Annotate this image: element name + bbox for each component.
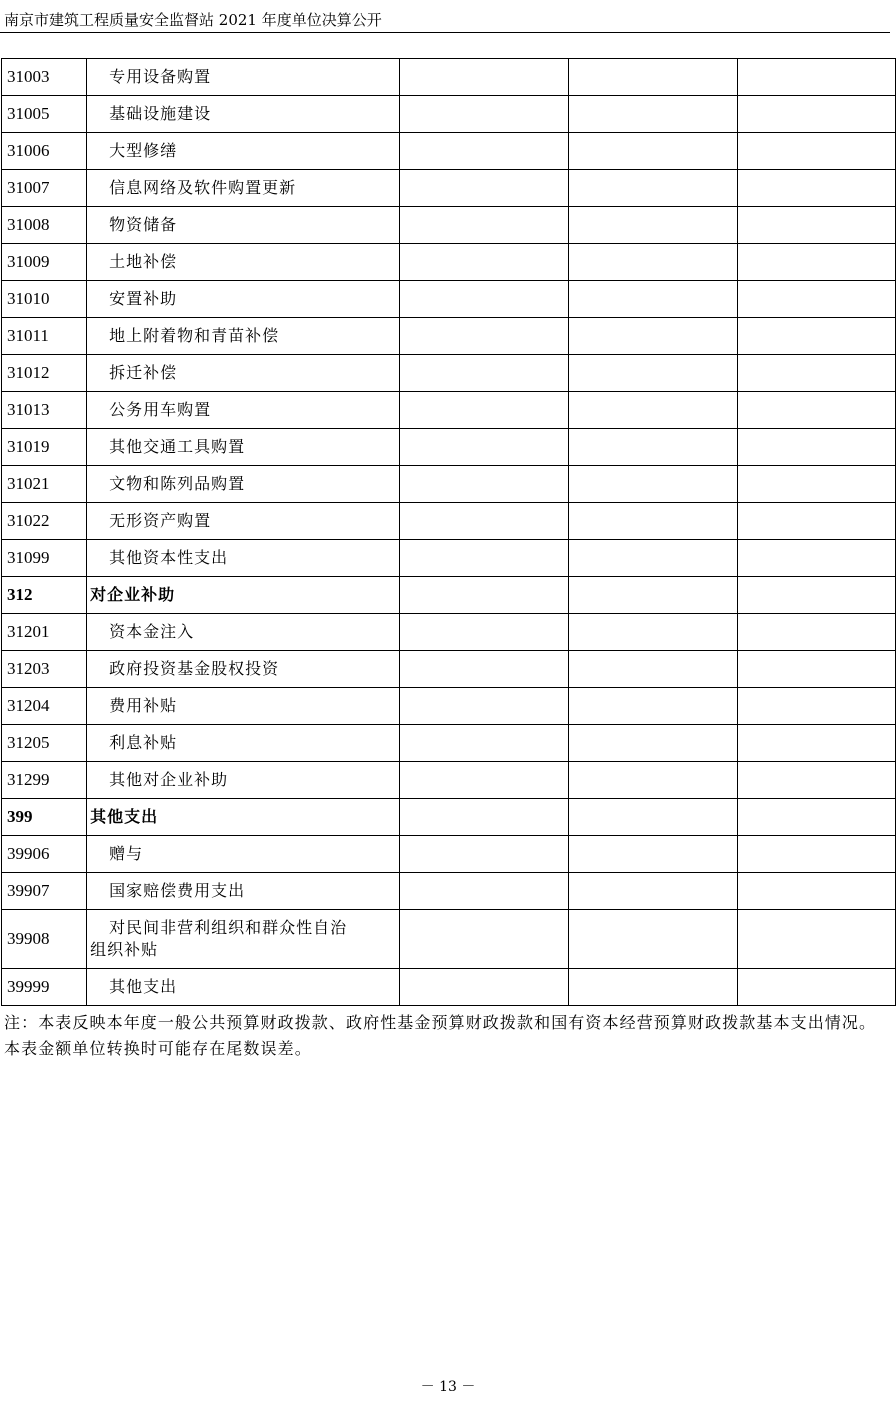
row-name-text: 资本金注入 [109, 622, 195, 641]
amount-cell [738, 969, 896, 1006]
row-code-cell: 312 [2, 577, 87, 614]
row-name-text: 其他资本性支出 [109, 548, 229, 567]
amount-cell [738, 762, 896, 799]
row-name-cell [87, 133, 400, 170]
amount-cell [738, 392, 896, 429]
table-row [2, 170, 896, 207]
row-code-cell: 31019 [2, 429, 87, 466]
amount-cell [400, 466, 569, 503]
amount-cell [400, 651, 569, 688]
row-name-cell [87, 762, 400, 799]
row-name-cell [87, 651, 400, 688]
row-code-cell: 31205 [2, 725, 87, 762]
row-name-text: 对企业补助 [90, 585, 176, 604]
row-code-cell: 31204 [2, 688, 87, 725]
row-name-text: 安置补助 [109, 289, 178, 308]
table-row [2, 281, 896, 318]
row-name-cell [87, 466, 400, 503]
row-name-text: 费用补贴 [109, 696, 178, 715]
amount-cell [738, 355, 896, 392]
row-code-cell: 31013 [2, 392, 87, 429]
row-code-cell: 31021 [2, 466, 87, 503]
row-name-text: 土地补偿 [109, 252, 178, 271]
amount-cell [400, 281, 569, 318]
row-name-text: 其他支出 [90, 807, 159, 826]
row-name-cell [87, 355, 400, 392]
row-name-cell [87, 244, 400, 281]
table-row [2, 762, 896, 799]
table-row [2, 910, 896, 969]
table-row [2, 503, 896, 540]
amount-cell [738, 614, 896, 651]
amount-cell [569, 207, 738, 244]
amount-cell [738, 244, 896, 281]
amount-cell [569, 577, 738, 614]
amount-cell [569, 133, 738, 170]
row-code-cell: 31012 [2, 355, 87, 392]
row-code-cell: 31003 [2, 59, 87, 96]
amount-cell [400, 207, 569, 244]
row-name-text: 物资储备 [109, 215, 178, 234]
table-row [2, 355, 896, 392]
row-name-cell [87, 540, 400, 577]
table-row [2, 244, 896, 281]
amount-cell [569, 910, 738, 969]
amount-cell [738, 873, 896, 910]
amount-cell [738, 910, 896, 969]
amount-cell [400, 355, 569, 392]
row-name-text: 大型修缮 [109, 141, 178, 160]
amount-cell [400, 725, 569, 762]
amount-cell [569, 651, 738, 688]
amount-cell [400, 503, 569, 540]
amount-cell [400, 836, 569, 873]
row-name-text: 公务用车购置 [109, 400, 212, 419]
row-code-cell: 39999 [2, 969, 87, 1006]
row-name-cell [87, 614, 400, 651]
row-name-cell [87, 873, 400, 910]
table-row [2, 207, 896, 244]
amount-cell [738, 318, 896, 355]
table-row [2, 614, 896, 651]
amount-cell [569, 281, 738, 318]
amount-cell [738, 429, 896, 466]
row-code-cell: 31299 [2, 762, 87, 799]
table-row [2, 969, 896, 1006]
row-code-cell: 31201 [2, 614, 87, 651]
amount-cell [569, 96, 738, 133]
table-row [2, 96, 896, 133]
table-row [2, 688, 896, 725]
table-row [2, 540, 896, 577]
row-code-cell: 399 [2, 799, 87, 836]
row-code-cell: 31022 [2, 503, 87, 540]
row-name-cell [87, 429, 400, 466]
amount-cell [569, 799, 738, 836]
row-code-cell: 31005 [2, 96, 87, 133]
amount-cell [569, 836, 738, 873]
amount-cell [569, 503, 738, 540]
table-row [2, 466, 896, 503]
expenditure-table [1, 58, 896, 1006]
amount-cell [569, 614, 738, 651]
amount-cell [738, 59, 896, 96]
row-name-text: 地上附着物和青苗补偿 [109, 326, 280, 345]
row-name-text: 拆迁补偿 [109, 363, 178, 382]
amount-cell [400, 170, 569, 207]
amount-cell [400, 244, 569, 281]
row-name-text: 政府投资基金股权投资 [109, 659, 280, 678]
row-name-text: 其他交通工具购置 [109, 437, 246, 456]
amount-cell [569, 318, 738, 355]
row-name-text: 基础设施建设 [109, 104, 212, 123]
row-name-cell [87, 281, 400, 318]
amount-cell [738, 577, 896, 614]
amount-cell [569, 429, 738, 466]
amount-cell [738, 170, 896, 207]
amount-cell [569, 59, 738, 96]
row-name-text: 国家赔偿费用支出 [109, 881, 246, 900]
row-name-cell [87, 392, 400, 429]
amount-cell [400, 392, 569, 429]
row-name-text: 专用设备购置 [109, 67, 212, 86]
row-name-text: 利息补贴 [109, 733, 178, 752]
amount-cell [738, 688, 896, 725]
amount-cell [738, 466, 896, 503]
table-row [2, 651, 896, 688]
amount-cell [738, 836, 896, 873]
amount-cell [738, 133, 896, 170]
row-name-cell [87, 799, 400, 836]
amount-cell [569, 762, 738, 799]
amount-cell [569, 969, 738, 1006]
row-code-cell: 31010 [2, 281, 87, 318]
table-category-row [2, 799, 896, 836]
header-divider [0, 32, 890, 33]
amount-cell [738, 799, 896, 836]
row-name-cell [87, 170, 400, 207]
row-name-text: 信息网络及软件购置更新 [109, 178, 297, 197]
amount-cell [738, 503, 896, 540]
table-row [2, 392, 896, 429]
amount-cell [569, 466, 738, 503]
row-code-cell: 31011 [2, 318, 87, 355]
amount-cell [400, 133, 569, 170]
amount-cell [569, 540, 738, 577]
row-code-cell: 39908 [2, 910, 87, 969]
row-name-text: 其他对企业补助 [109, 770, 229, 789]
row-code-cell: 31008 [2, 207, 87, 244]
table-row [2, 873, 896, 910]
table-row [2, 318, 896, 355]
row-name-text: 文物和陈列品购置 [109, 474, 246, 493]
amount-cell [400, 577, 569, 614]
table-row [2, 59, 896, 96]
amount-cell [738, 96, 896, 133]
amount-cell [400, 873, 569, 910]
amount-cell [400, 540, 569, 577]
row-name-cell [87, 96, 400, 133]
row-code-cell: 39906 [2, 836, 87, 873]
table-row [2, 133, 896, 170]
row-code-cell: 31007 [2, 170, 87, 207]
page-number: － 13 － [420, 1379, 476, 1395]
table-category-row [2, 577, 896, 614]
row-name-text: 赠与 [109, 844, 144, 863]
row-name-cell [87, 969, 400, 1006]
table-row [2, 836, 896, 873]
amount-cell [569, 170, 738, 207]
amount-cell [400, 910, 569, 969]
row-name-cell [87, 59, 400, 96]
row-name-text: 无形资产购置 [109, 511, 212, 530]
table-body [2, 59, 896, 1006]
amount-cell [400, 969, 569, 1006]
row-code-cell: 31009 [2, 244, 87, 281]
row-code-cell: 31203 [2, 651, 87, 688]
amount-cell [738, 725, 896, 762]
row-name-cell [87, 207, 400, 244]
row-name-text-line2: 组织补贴 [90, 940, 159, 959]
table-row [2, 429, 896, 466]
row-code-cell: 31099 [2, 540, 87, 577]
amount-cell [400, 688, 569, 725]
row-name-cell [87, 836, 400, 873]
amount-cell [400, 429, 569, 466]
amount-cell [738, 540, 896, 577]
amount-cell [400, 762, 569, 799]
amount-cell [738, 281, 896, 318]
amount-cell [738, 207, 896, 244]
table-row [2, 725, 896, 762]
amount-cell [569, 873, 738, 910]
row-code-cell: 39907 [2, 873, 87, 910]
row-name-cell [87, 503, 400, 540]
row-name-text: 其他支出 [109, 977, 178, 996]
amount-cell [569, 355, 738, 392]
row-name-cell [87, 910, 400, 969]
row-name-cell [87, 688, 400, 725]
row-code-cell: 31006 [2, 133, 87, 170]
table-note: 注：本表反映本年度一般公共预算财政拨款、政府性基金预算财政拨款和国有资本经营预算财政拨款基本支出情况。本表金额单位转换时可能存在尾数误差。 [4, 1013, 877, 1058]
page-header-title: 南京市建筑工程质量安全监督站 2021 年度单位决算公开 [4, 11, 382, 29]
amount-cell [569, 392, 738, 429]
amount-cell [738, 651, 896, 688]
row-name-text: 对民间非营利组织和群众性自治 [109, 918, 348, 937]
row-name-cell [87, 318, 400, 355]
amount-cell [400, 614, 569, 651]
row-name-cell [87, 725, 400, 762]
amount-cell [400, 799, 569, 836]
amount-cell [400, 318, 569, 355]
row-name-cell [87, 577, 400, 614]
amount-cell [400, 96, 569, 133]
amount-cell [569, 725, 738, 762]
amount-cell [569, 244, 738, 281]
amount-cell [569, 688, 738, 725]
amount-cell [400, 59, 569, 96]
